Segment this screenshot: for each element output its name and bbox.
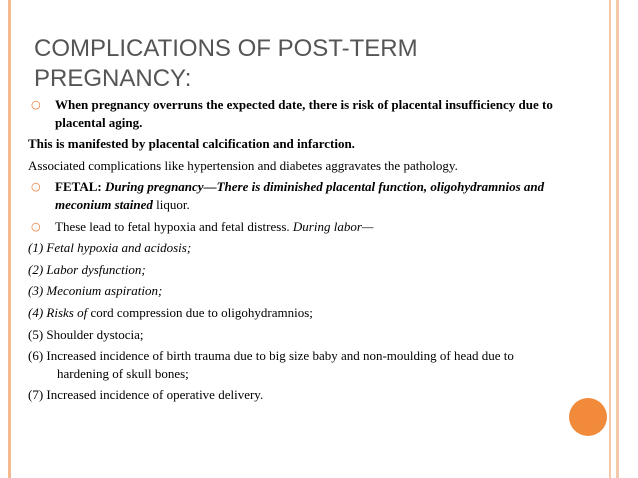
list-item-4: (4) Risks of cord compression due to oligohydramnios;: [28, 304, 313, 320]
slide-body: [28, 96, 568, 408]
bullet-paragraph-labor: ○ These lead to fetal hypoxia and fetal distress. During labor—: [31, 218, 374, 234]
list-item-2: (2) Labor dysfunction;: [28, 261, 146, 277]
list-item-1: (1) Fetal hypoxia and acidosis;: [28, 240, 192, 256]
bullet-icon: ○: [31, 98, 41, 111]
decorative-orange-circle: [569, 398, 607, 436]
list-item-6: (6) Increased incidence of birth trauma due to big size baby and non-moulding of head due to hardening of skull bones;: [28, 348, 514, 381]
bullet-icon: ○: [31, 180, 41, 194]
bullet-icon: ○: [31, 219, 41, 233]
list-item-7: (7) Increased incidence of operative delivery.: [28, 387, 264, 403]
paragraph-associated: Associated complications like hypertension and diabetes aggravates the pathology.: [28, 157, 458, 173]
right-border-line: [609, 0, 611, 478]
list-item-5: (5) Shoulder dystocia;: [28, 326, 144, 342]
bullet-paragraph-fetal: ○ FETAL: During pregnancy—There is diminished placental function, oligohydramnios and meconium stained liquor.: [31, 179, 545, 212]
list-item-3: (3) Meconium aspiration;: [28, 283, 163, 299]
slide-title: COMPLICATIONS OF POST-TERM PREGNANCY:: [34, 35, 418, 92]
paragraph-manifestation: This is manifested by placental calcification and infarction.: [28, 136, 355, 152]
left-border-line: [8, 0, 11, 478]
right-border-line-outer: [616, 0, 619, 478]
bullet-paragraph-1: ○ When pregnancy overruns the expected date, there is risk of placental insufficiency due to placental aging.: [31, 97, 553, 130]
